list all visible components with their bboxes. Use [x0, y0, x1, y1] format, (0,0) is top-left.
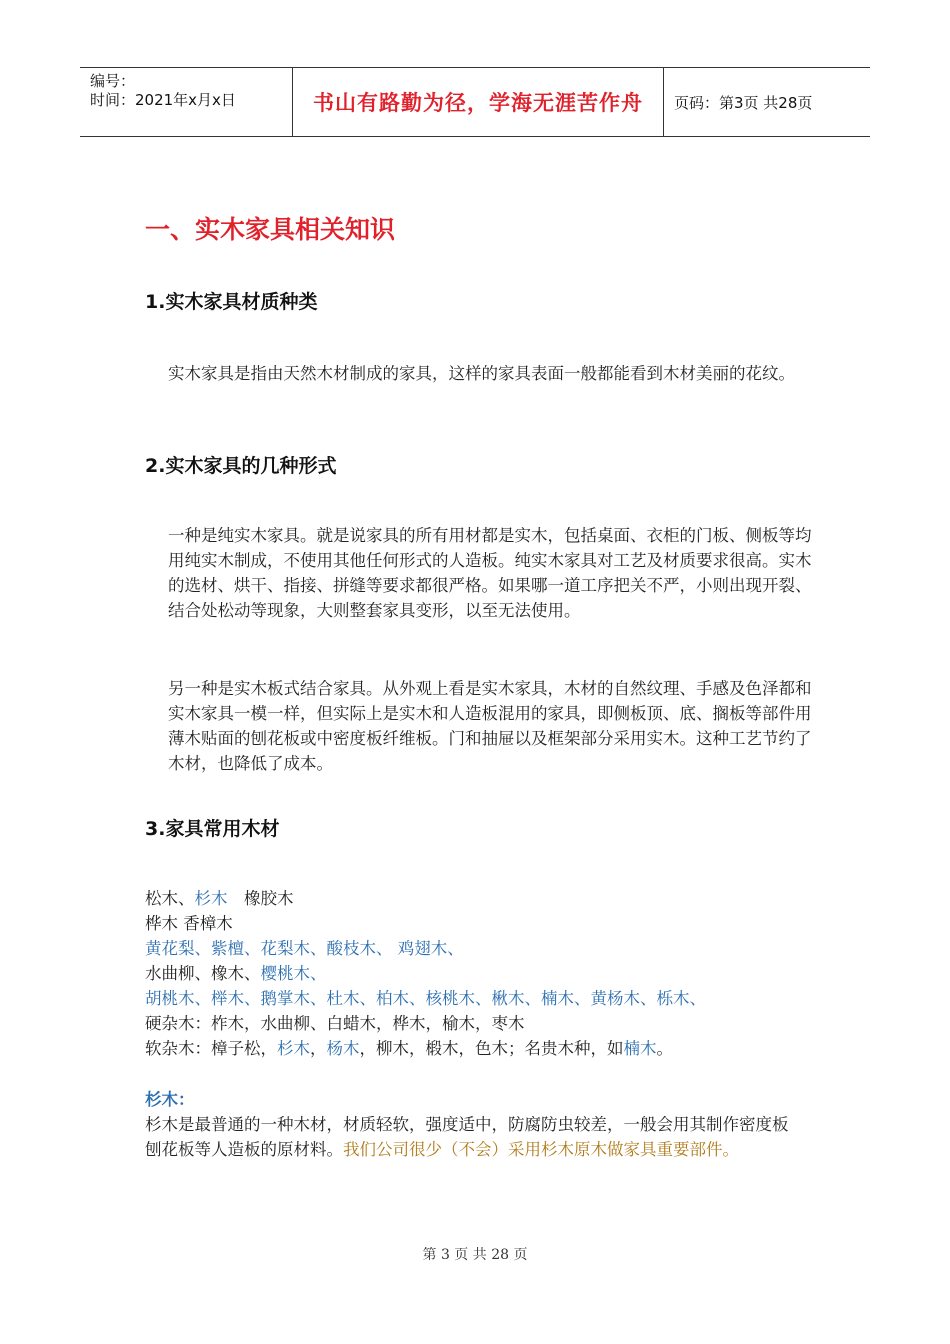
wood-link-nanmu: 楠木	[623, 1039, 657, 1058]
wood-list-line	[145, 886, 825, 911]
header-motto: 书山有路勤为径，学海无涯苦作舟	[292, 68, 664, 136]
fir-company-note: 我们公司很少（不会）采用杉木原木做家具重要部件。	[343, 1140, 739, 1159]
wood-link-fir: 杉木	[277, 1039, 310, 1058]
wood-list-line	[145, 1036, 825, 1061]
wood-link-poplar: 杨木	[326, 1039, 360, 1058]
wood-text: 。	[656, 1039, 673, 1058]
section-heading-material-types: 1.实木家具材质种类	[145, 291, 318, 313]
wood-list-line: 黄花梨、紫檀、花梨木、酸枝木、 鸡翅木、	[145, 939, 464, 958]
wood-text: 松木、	[145, 889, 195, 908]
wood-list	[145, 886, 825, 1061]
wood-link-cherry: 樱桃木、	[260, 964, 327, 983]
wood-text: ，	[310, 1039, 327, 1058]
wood-text: 水曲柳、橡木、	[145, 964, 261, 983]
wood-link-fir: 杉木	[194, 889, 228, 908]
wood-list-line: 胡桃木、榉木、鹅掌木、杜木、柏木、核桃木、楸木、楠木、黄杨木、栎木、	[145, 989, 706, 1008]
fir-section	[145, 1087, 813, 1162]
section-heading-forms: 2.实木家具的几种形式	[145, 455, 337, 477]
header-meta	[80, 68, 292, 136]
page-title: 一、实木家具相关知识	[145, 215, 396, 244]
header-page-info: 页码：第3页 共28页	[674, 93, 813, 112]
wood-list-line: 桦木 香樟木	[145, 914, 233, 933]
page-footer: 第 3 页 共 28 页	[422, 1247, 528, 1263]
wood-list-line: 硬杂木：柞木，水曲柳、白蜡木，桦木，榆木，枣木	[145, 1014, 525, 1033]
paragraph-solid-wood: 一种是纯实木家具。就是说家具的所有用材都是实木，包括桌面、衣柜的门板、侧板等均用纯实木制成，不使用其他任何形式的人造板。纯实木家具对工艺及材质要求很高。实木的选材、烘干、指接、拼缝等要求都很严格。如果哪一道工序把关不严，小则出现开裂、结合处松动等现象，大则整套家具变形，以至无法使用。	[168, 526, 812, 620]
section-heading-common-woods: 3.家具常用木材	[145, 818, 280, 840]
document-time-label: 时间：2021年x月x日	[90, 91, 236, 109]
page-header	[80, 67, 870, 137]
paragraph-material-types: 实木家具是指由天然木材制成的家具，这样的家具表面一般都能看到木材美丽的花纹。	[168, 364, 795, 383]
document-number-label: 编号：	[90, 72, 136, 90]
wood-text: 橡胶木	[227, 889, 294, 908]
fir-description	[145, 1112, 813, 1162]
wood-text: 软杂木：樟子松，	[145, 1039, 277, 1058]
wood-text: ，柳木，椴木，色木；名贵木种，如	[359, 1039, 624, 1058]
fir-text: 杉木是最普通的一种木材，材质轻软，强度适中，防腐防虫较差，一般会用其制作密度板 刨花板等人造板的原材料。	[145, 1115, 805, 1159]
paragraph-combined-wood: 另一种是实木板式结合家具。从外观上看是实木家具，木材的自然纹理、手感及色泽都和实木家具一模一样，但实际上是实木和人造板混用的家具，即侧板顶、底、搁板等部件用薄木贴面的刨花板或中密度板纤维板。门和抽屉以及框架部分采用实木。这种工艺节约了木材，也降低了成本。	[168, 679, 812, 773]
wood-list-line	[145, 961, 825, 986]
fir-title: 杉木：	[145, 1090, 195, 1109]
